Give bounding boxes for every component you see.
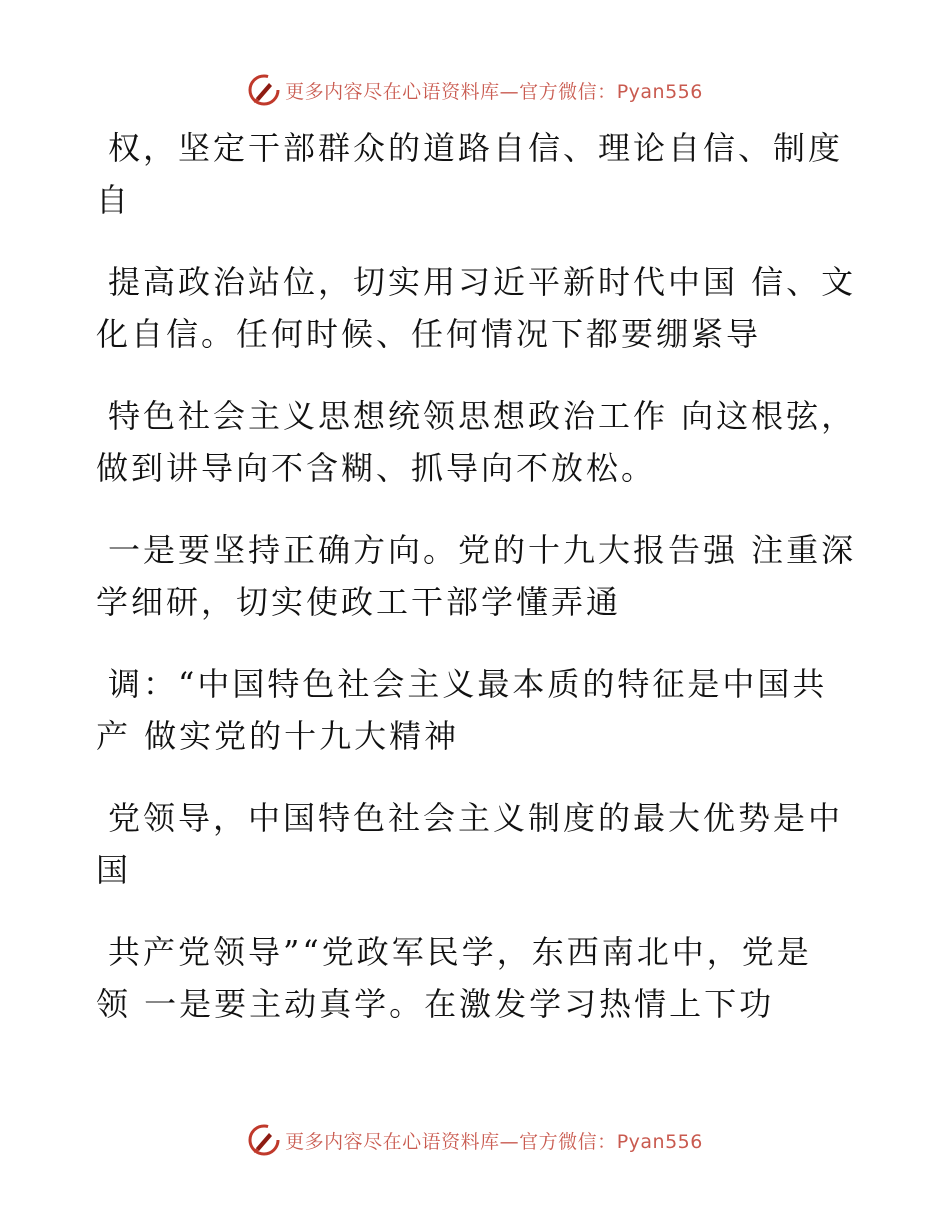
body-line: 一是要坚持正确方向。党的十九大报告强 注重深 (108, 531, 857, 569)
body-line: 自 (96, 181, 132, 219)
body-line: 党领导，中国特色社会主义制度的最大优势是中 (108, 799, 844, 837)
body-line: 提高政治站位，切实用习近平新时代中国 信、文 (108, 263, 857, 301)
watermark-suffix: 官方微信： (519, 80, 617, 103)
body-line: 调：“中国特色社会主义最本质的特征是中国共 (108, 665, 828, 703)
body-line: 化自信。任何时候、任何情况下都要绷紧导 (96, 315, 762, 353)
body-line: 做到讲导向不含糊、抓导向不放松。 (96, 449, 657, 487)
body-line: 特色社会主义思想统领思想政治工作 向这根弦， (108, 397, 857, 435)
watermark-suffix: 官方微信： (519, 1130, 617, 1153)
body-line: 国 (96, 851, 132, 889)
document-body (96, 122, 856, 1030)
body-line: 权，坚定干部群众的道路自信、理论自信、制度 (108, 129, 844, 167)
footer-watermark (0, 1120, 950, 1160)
body-line: 产 做实党的十九大精神 (96, 717, 460, 755)
header-watermark (0, 70, 950, 110)
watermark-text (285, 77, 703, 104)
watermark-main-text: 更多内容尽在心语资料库 (285, 80, 500, 103)
red-pen-logo-icon (247, 1123, 281, 1157)
watermark-wechat-id: Pyan556 (616, 1130, 703, 1153)
body-line: 学细研，切实使政工干部学懂弄通 (96, 583, 622, 621)
watermark-main-text: 更多内容尽在心语资料库 (285, 1130, 500, 1153)
body-line: 领 一是要主动真学。在激发学习热情上下功 (96, 985, 775, 1023)
watermark-separator: — (499, 80, 520, 103)
watermark-text (285, 1127, 703, 1154)
watermark-wechat-id: Pyan556 (616, 80, 703, 103)
watermark-separator: — (499, 1130, 520, 1153)
red-pen-logo-icon (247, 73, 281, 107)
body-line: 共产党领导”“党政军民学，东西南北中，党是 (108, 933, 812, 971)
